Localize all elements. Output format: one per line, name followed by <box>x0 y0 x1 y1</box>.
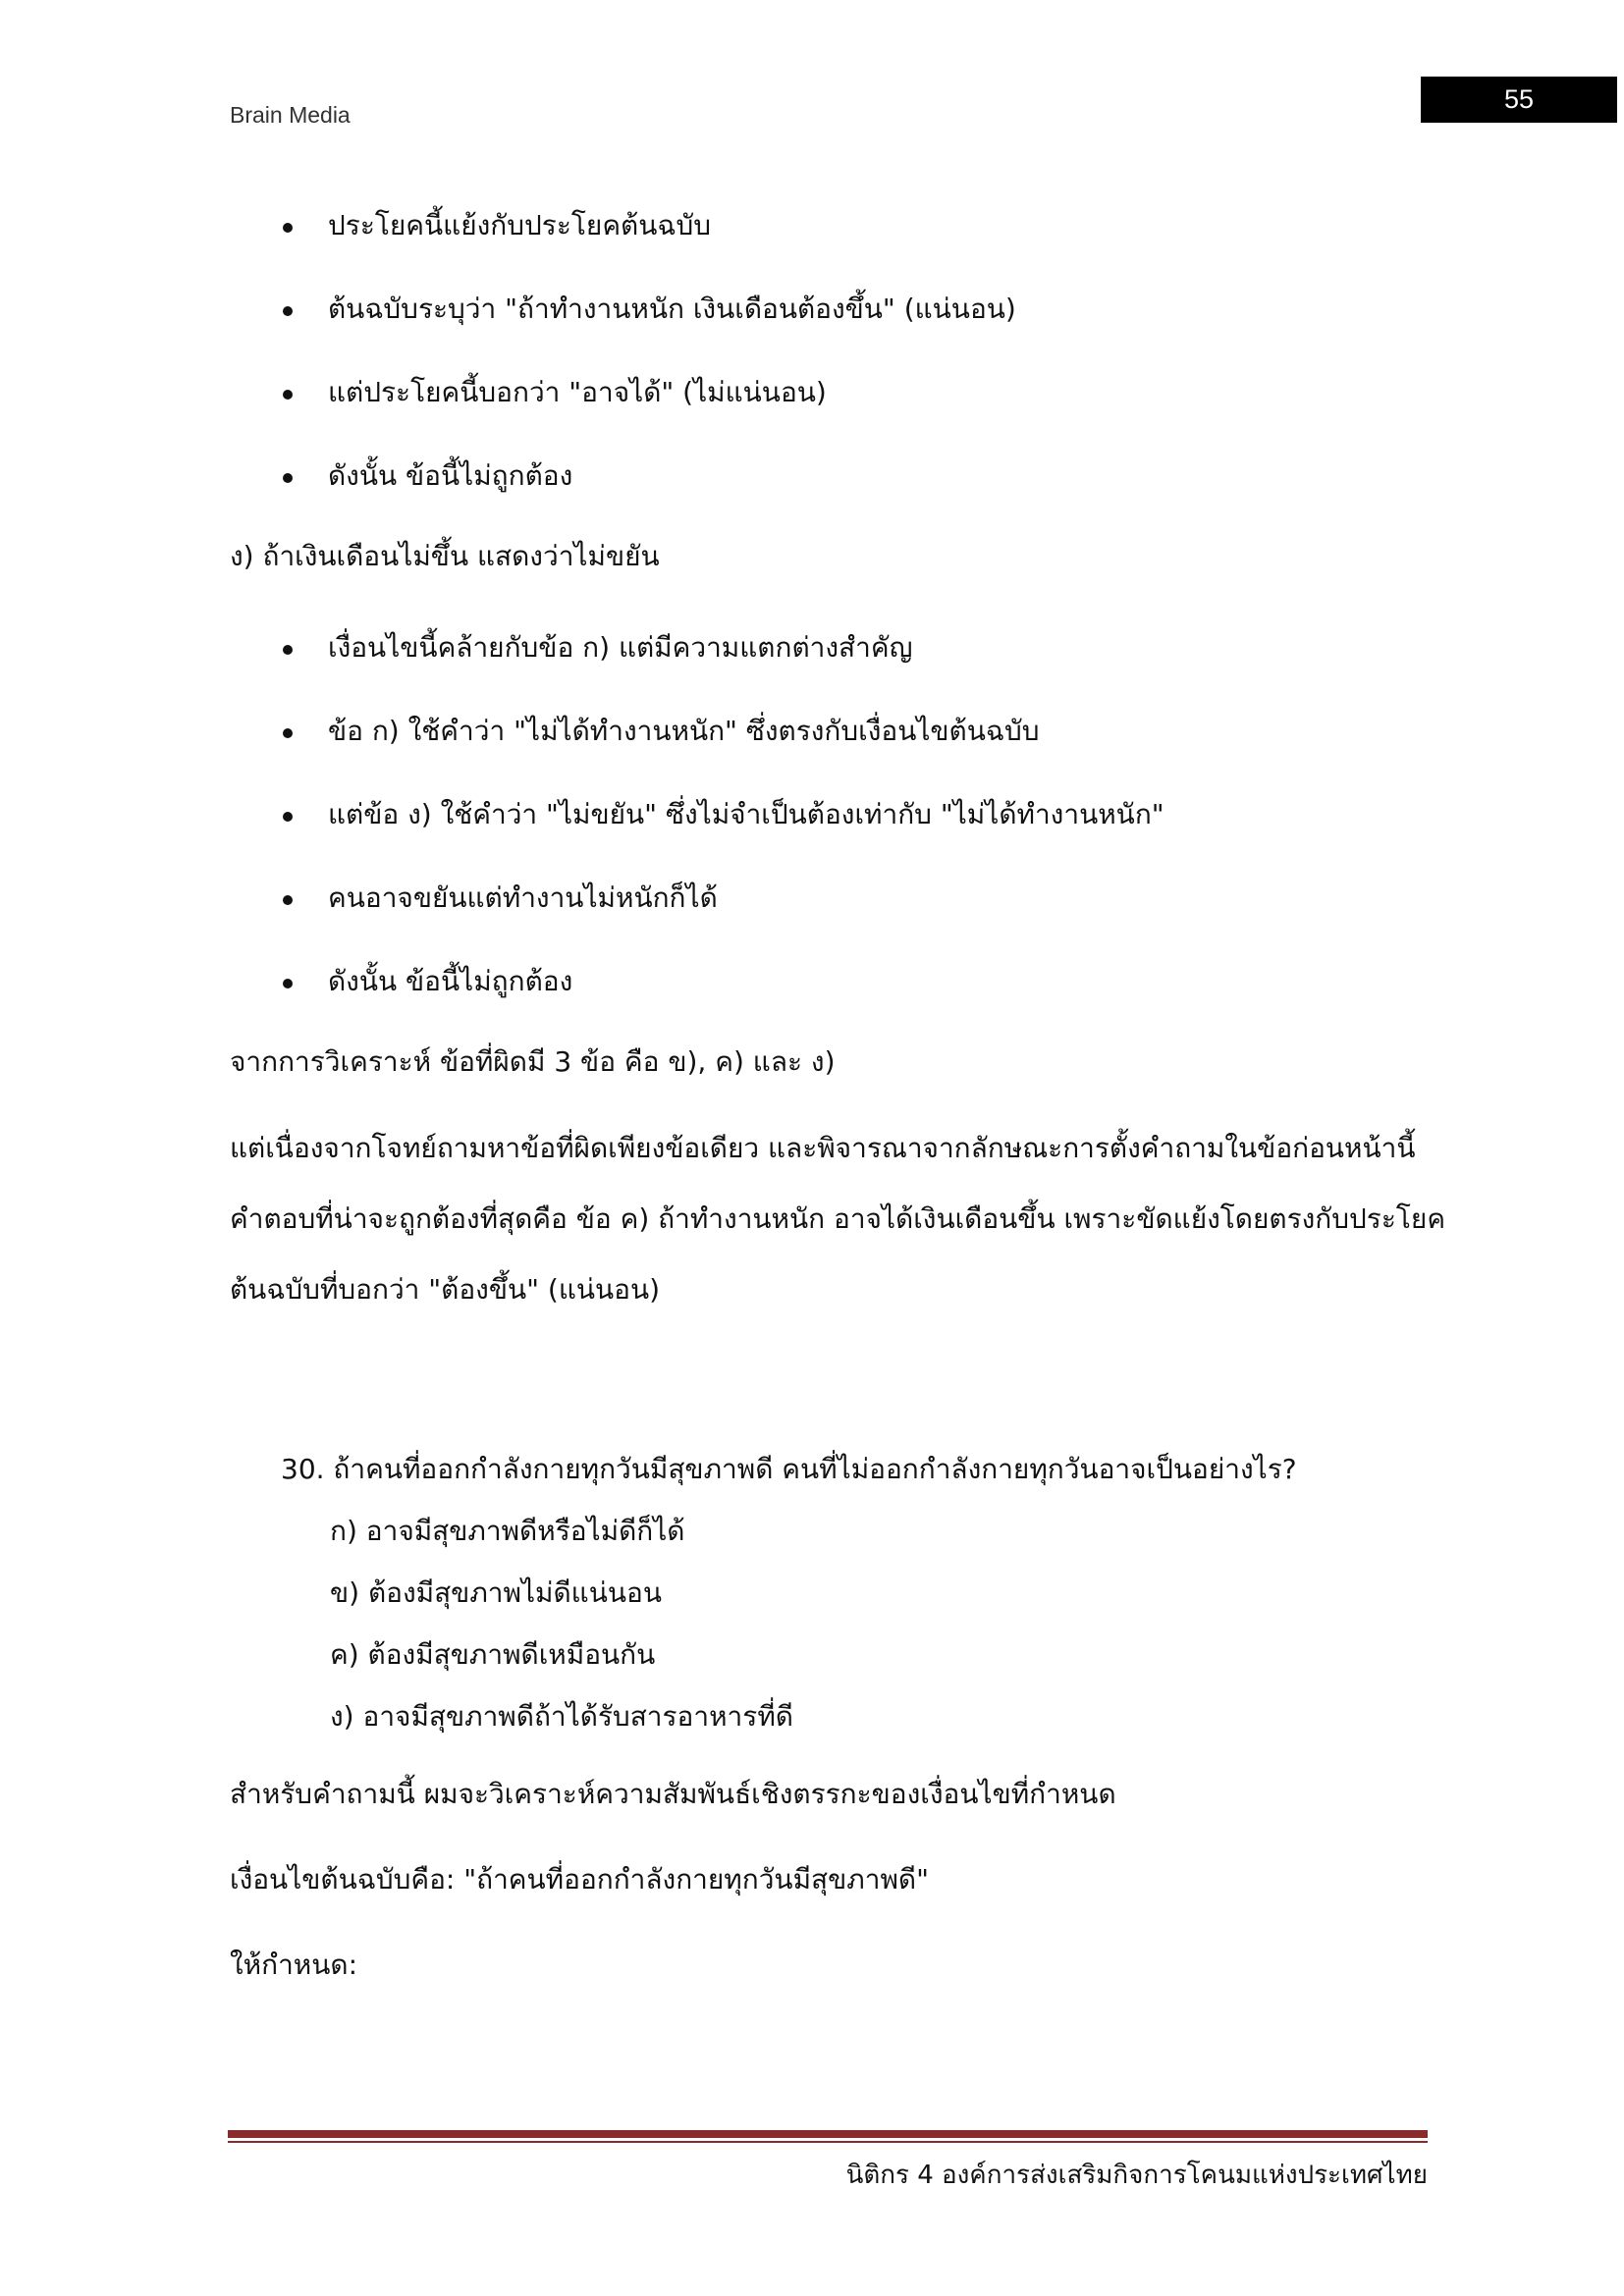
bullet-icon <box>283 645 293 655</box>
intro-text: สำหรับคำถามนี้ ผมจะวิเคราะห์ความสัมพันธ์เชิงตรรกะของเงื่อนไขที่กำหนด <box>230 1778 1116 1810</box>
bullet-icon <box>283 979 293 988</box>
question-option: ก) อาจมีสุขภาพดีหรือไม่ดีก็ได้ <box>330 1515 685 1547</box>
bullet-icon <box>283 306 293 316</box>
bullet-text: ดังนั้น ข้อนี้ไม่ถูกต้อง <box>328 459 573 492</box>
conclusion-line: แต่เนื่องจากโจทย์ถามหาข้อที่ผิดเพียงข้อเดียว และพิจารณาจากลักษณะการตั้งคำถามในข้อก่อนหน้านี้ <box>230 1132 1416 1164</box>
bullet-icon <box>283 895 293 905</box>
bullet-icon <box>283 812 293 822</box>
bullet-text: ประโยคนี้แย้งกับประโยคต้นฉบับ <box>328 209 711 241</box>
condition-text: เงื่อนไขต้นฉบับคือ: "ถ้าคนที่ออกกำลังกายทุกวันมีสุขภาพดี" <box>230 1863 929 1896</box>
question-option: ง) อาจมีสุขภาพดีถ้าได้รับสารอาหารที่ดี <box>330 1700 793 1733</box>
brand-name: Brain Media <box>230 102 351 128</box>
question-option: ค) ต้องมีสุขภาพดีเหมือนกัน <box>330 1638 656 1671</box>
bullet-text: ต้นฉบับระบุว่า "ถ้าทำงานหนัก เงินเดือนต้องขึ้น" (แน่นอน) <box>328 293 1016 325</box>
bullet-text: คนอาจขยันแต่ทำงานไม่หนักก็ได้ <box>328 881 718 914</box>
bullet-text: แต่ข้อ ง) ใช้คำว่า "ไม่ขยัน" ซึ่งไม่จำเป็นต้องเท่ากับ "ไม่ได้ทำงานหนัก" <box>328 798 1164 830</box>
bullet-icon <box>283 473 293 483</box>
footer-rule-thin <box>228 2141 1428 2143</box>
bullet-text: เงื่อนไขนี้คล้ายกับข้อ ก) แต่มีความแตกต่างสำคัญ <box>328 631 913 664</box>
conclusion-line: ต้นฉบับที่บอกว่า "ต้องขึ้น" (แน่นอน) <box>230 1273 661 1306</box>
analysis-text: จากการวิเคราะห์ ข้อที่ผิดมี 3 ข้อ คือ ข), ค) และ ง) <box>230 1045 836 1078</box>
given-text: ให้กำหนด: <box>230 1949 358 1981</box>
option-heading: ง) ถ้าเงินเดือนไม่ขึ้น แสดงว่าไม่ขยัน <box>230 540 660 572</box>
bullet-text: แต่ประโยคนี้บอกว่า "อาจได้" (ไม่แน่นอน) <box>328 376 827 408</box>
bullet-icon <box>283 223 293 233</box>
bullet-icon <box>283 728 293 738</box>
question-option: ข) ต้องมีสุขภาพไม่ดีแน่นอน <box>330 1576 662 1609</box>
question-text: 30. ถ้าคนที่ออกกำลังกายทุกวันมีสุขภาพดี คนที่ไม่ออกกำลังกายทุกวันอาจเป็นอย่างไร? <box>281 1453 1297 1485</box>
conclusion-line: คำตอบที่น่าจะถูกต้องที่สุดคือ ข้อ ค) ถ้าทำงานหนัก อาจได้เงินเดือนขึ้น เพราะขัดแย้งโดยตรงกับประโยค <box>230 1202 1446 1235</box>
bullet-text: ข้อ ก) ใช้คำว่า "ไม่ได้ทำงานหนัก" ซึ่งตรงกับเงื่อนไขต้นฉบับ <box>328 715 1040 747</box>
bullet-icon <box>283 390 293 400</box>
footer-text: นิติกร 4 องค์การส่งเสริมกิจการโคนมแห่งประเทศไทย <box>845 2161 1428 2190</box>
footer-rule <box>228 2130 1428 2138</box>
bullet-text: ดังนั้น ข้อนี้ไม่ถูกต้อง <box>328 965 573 997</box>
page-number: 55 <box>1421 77 1617 123</box>
